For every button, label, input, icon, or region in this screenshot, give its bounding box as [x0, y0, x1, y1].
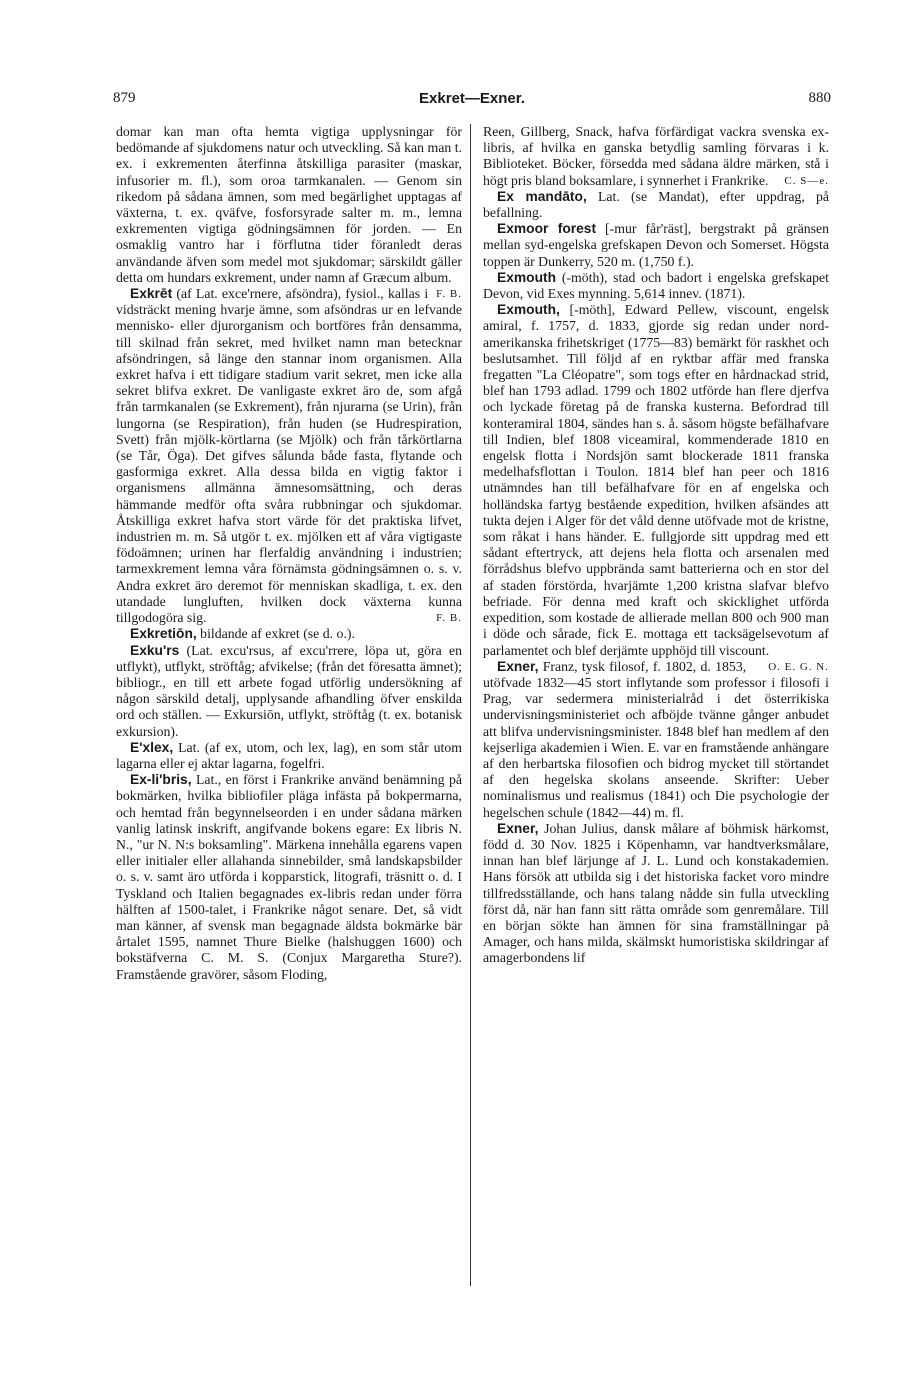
left-column [116, 124, 462, 983]
entry-headword: Exkretiōn, [130, 626, 197, 642]
entry-headword: E'xlex, [130, 739, 174, 755]
entry-text: Reen, Gillberg, Snack, hafva förfärdigat vackra svenska ex-libris, af hvilka en ganska betydlig samling förvaras i k. Biblioteket. Böcker, försedda med sådana äldre märken, stå i högt pris bland boksamlare, i synnerhet i Frankrike. [483, 124, 829, 188]
entry-text: domar kan man ofta hemta vigtiga upplysningar för bedömande af sjukdomens natur och utveckling. Så kan man t. ex. i exkrementen återfinna åtskilliga parasiter (maskar, infusorier m. fl.), som oroa tarmkanalen. — Genom sin rikedom på sådana ämnen, som med begärlighet upptagas af växterna, t. ex. qväfve, fosforsyrade salter m. m., lemna exkrementen vigtiga gödningsämnen för jorden. — En osmaklig vantro har i förflutna tider föranledt deras användande äfven som medel mot sjukdomar; särskildt gäller detta om hundars exkrement, under namn af Græcum album. [116, 124, 462, 285]
entry-headword: Exku'rs [130, 642, 180, 658]
entry-text: Lat. (se Mandat), efter uppdrag, på befallning. [483, 188, 829, 221]
entry [116, 643, 462, 740]
right-page-number: 880 [808, 90, 831, 106]
entry-headword: Ex mandāto, [497, 188, 587, 204]
entry-headword: Exkrēt [130, 286, 173, 302]
entry-text: (Lat. excu'rsus, af excu'rrere, löpa ut, göra en utflykt), utflykt, ströftåg; afvikelse; (från det föresatta ämnet); bibliogr., en till ett arbete fogad utförlig undersökning af någon särskild detalj, upplysande afhandling öfver enskilda ord och ställen. — Exkursiōn, utflykt, ströftåg (t. ex. botanisk exkursion). [116, 642, 462, 739]
entry [483, 221, 829, 270]
column-divider [470, 124, 471, 1286]
entry-headword: Exner, [497, 820, 539, 836]
entry-text: [-möth], Edward Pellew, viscount, engelsk amiral, f. 1757, d. 1833, gjorde sig redan under nord-amerikanska frihetskriget (1775—83) bemärkt för raskhet och beslutsamhet. Till följd af en ryktbar affär med franska fregatten "La Cléopatre", som togs efter en hårdnackad strid, blef han 1793 adlad. 1799 och 1802 utförde han flere djerfva och lyckade företag på de franska kusterna. Befordrad till konteramiral 1804, sändes han s. å. såsom högste befälhafvare till Indien, blef 1808 viceamiral, kommenderade 1810 en engelsk flotta i Nordsjön samt blockerade 1811 franska medelhafsflottan i Toulon. 1814 blef han peer och 1816 utnämndes han till befälhafvare för en af engelska och holländska fartyg bestående expedition, hvilken afsändes att tukta dejen i Alger för det våld denne utöfvade mot de kristne, som råkat i hans händer. E. fullgjorde sitt uppdrag med ett sådant eftertryck, att dejens hela flotta och arsenalen med förrådshus blefvo uppbrända samt batterierna och en stor del af staden förstörda, hvarjämte 1,200 kristna slafvar blefvo befriade. För denna med kraft och skicklighet utförda expedition, som kostade de allierade mellan 800 och 900 man i döde och sårade, fick E. mottaga ett tacksägelsevotum af parlamentet och blef derjämte upphöjd till viscount. [483, 302, 829, 658]
entry [483, 821, 829, 967]
entry-headword: Exmoor forest [497, 221, 597, 237]
entry-text: [-mur får'räst], bergstrakt på gränsen mellan syd-engelska grefskapen Devon och Somerset. Högsta toppen är Dunkerry, 520 m. (1,750 f.). [483, 221, 829, 269]
entry [483, 270, 829, 302]
entry [116, 286, 462, 626]
entry-headword: Exner, [497, 658, 539, 674]
entry-headword: Exmouth, [497, 302, 560, 318]
entry [483, 189, 829, 221]
entry-text: Johan Julius, dansk målare af böhmisk härkomst, född d. 30 Nov. 1825 i Köpenhamn, var handtverksmålare, innan han blef lärjunge af J. L. Lund och konstakademien. Hans försök att utbilda sig i det historiska facket voro mindre tillfredsställande, och hans talang nådde sin fulla utveckling först då, när han fann sitt rätta område som genremålare. Till en början sökte han ämnen för sina framställningar på Amager, och hans milda, skälmskt humoristiska skildringar af amagerbondens lif [483, 820, 830, 966]
entry-text: Lat., en först i Frankrike använd benämning på bokmärken, hvilka bibliofiler pläga infästa på bokpermarna, och hemtad från begynnelseorden i en under sådana märken vanlig latinsk inskrift, angifvande bokens egare: Ex libris N. N., "ur N. N:s boksamling". Märkena innehålla egarens vapen eller initialer eller allahanda sinnebilder, små landskapsbilder o. s. v. samt äro utförda i kopparstick, litografi, träsnitt o. d. I Tyskland och Italien begagnades ex-libris redan under förra hälften af 1500-talet, i Frankrike något senare. Det, så vidt man känner, af svensk man begagnade äldsta bokmärke bär årtalet 1595, namnet Thure Bielke (halshuggen 1600) och bokstäfverna C. M. S. (Conjux Margaretha Sture?). Framstående gravörer, såsom Floding, [116, 772, 462, 982]
entry-text: (af Lat. exce'rnere, afsöndra), fysiol., kallas i vidsträckt mening hvarje ämne, som afsöndras ur en lefvande mennisko- eller djurorganism och bortföres från densamma, till skilnad från sekret, med hvilket namn man betecknar afsöndringen, så länge den stannar inom organismen. Alla exkret hafva i ett tidigare stadium varit sekret, men icke alla sekret blifva exkret. De vanligaste exkret äro de, som afgå från tarmkanalen (se Exkrement), från njurarna (se Urin), från lungorna (se Respiration), från huden (se Hudrespiration, Svett) från mjölk-körtlarna (se Mjölk) och från tårkörtlarna (se Tår, Öga). Det gifves sålunda både fasta, flytande och gasformiga exkret. Alla dessa bilda en vigtig faktor i organismens allmänna ämnesomsättning, och deras hämmande medför ofta svåra rubbningar och sjukdomar. Åtskilliga exkret hafva stort värde för det praktiska lifvet, industrien m. m. Så utgör t. ex. mjölken ett af våra vigtigaste födoämnen; urinen har flerfaldig användning i industrien; tarmexkrement lemna våra förnämsta gödningsämnen o. s. v. Andra exkret äro deremot för menniskan skadliga, t. ex. den utandade lungluften, hvilken dock växterna kunna tillgodogöra sig. [116, 286, 462, 626]
entry-text: (-möth), stad och badort i engelska grefskapet Devon, vid Exes mynning. 5,614 innev. (1871). [483, 269, 829, 302]
entry-text: bildande af exkret (se d. o.). [200, 626, 355, 642]
entry [116, 772, 462, 983]
right-column [483, 124, 829, 967]
left-page-number: 879 [113, 90, 136, 106]
running-title: Exkret—Exner. [419, 90, 525, 107]
entry [116, 626, 462, 642]
entry-headword: Ex-li'bris, [130, 772, 192, 788]
entry-signature: F. B. [436, 612, 462, 625]
entry-text: Lat. (af ex, utom, och lex, lag), en som står utom lagarna eller ej aktar lagarna, fogelfri. [116, 739, 462, 771]
entry-signature: C. S—e. [784, 174, 829, 187]
entry [483, 124, 829, 189]
entry [483, 659, 829, 821]
page-header [113, 90, 831, 114]
entry-text: Franz, tysk filosof, f. 1802, d. 1853, utöfvade 1832—45 stort inflytande som professor i filosofi i Prag, var sedermera ministerialråd i det österrikiska undervisningsministeriet och afböjde tvänne gånger anbudet att blifva undervisningsminister. 1848 blef han medlem af den kejserliga akademien i Wien. E. var en framstående anhängare af den herbartska filosofien och bidrog mycket till störtandet af den hegelska skolans anseende. Skrifter: Ueber nominalismus und realismus (1841) och Die psychologie der hegelschen schule (1842—44) m. fl. [483, 658, 829, 820]
entry-headword: Exmouth [497, 269, 557, 285]
entry-signature: O. E. G. N. [768, 660, 829, 673]
entry [116, 740, 462, 772]
entry-signature: F. B. [436, 288, 462, 301]
